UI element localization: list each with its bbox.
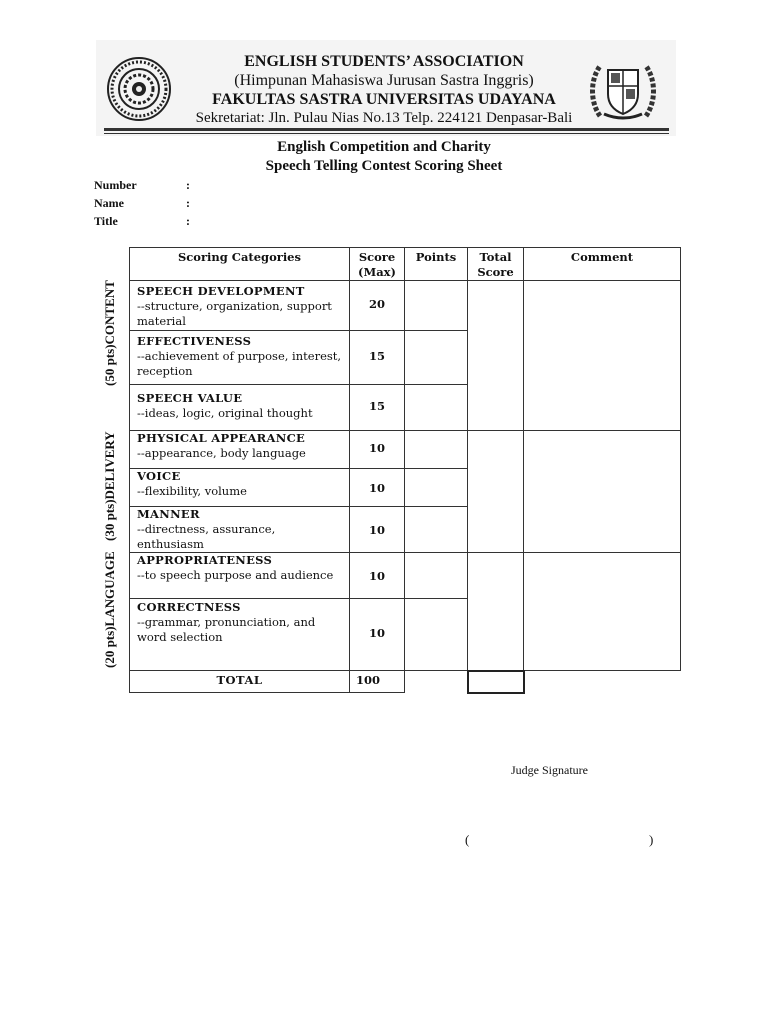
university-seal-icon xyxy=(106,56,172,122)
header-comment: Comment xyxy=(524,248,681,281)
category-desc: --achievement of purpose, interest, reception xyxy=(137,349,342,378)
category-desc: --ideas, logic, original thought xyxy=(137,406,313,420)
points-cell[interactable] xyxy=(405,507,468,553)
max-score: 15 xyxy=(368,349,385,363)
field-number-label: Number xyxy=(94,178,137,192)
max-score: 10 xyxy=(368,441,385,455)
signature-open-paren: ( xyxy=(465,832,470,847)
category-cell xyxy=(130,431,350,469)
table-header-row xyxy=(130,248,681,281)
header-scoring-categories: Scoring Categories xyxy=(130,248,350,281)
max-score-cell xyxy=(350,469,405,507)
comment-cell-content[interactable] xyxy=(524,281,681,431)
signature-close-paren: ) xyxy=(649,832,654,847)
points-cell[interactable] xyxy=(405,385,468,431)
header-total-l1: Total xyxy=(479,250,512,264)
category-cell xyxy=(130,385,350,431)
category-cell xyxy=(130,331,350,385)
category-title: EFFECTIVENESS xyxy=(137,334,252,348)
association-crest-icon xyxy=(586,54,660,128)
max-score: 10 xyxy=(368,523,385,537)
category-desc: --structure, organization, support material xyxy=(137,299,332,328)
address: Sekretariat: Jln. Pulau Nias No.13 Telp. 224121 Denpasar-Bali xyxy=(195,110,573,126)
max-score-cell xyxy=(350,331,405,385)
total-row xyxy=(130,671,681,693)
points-cell[interactable] xyxy=(405,331,468,385)
points-cell[interactable] xyxy=(405,431,468,469)
table-row xyxy=(130,553,681,599)
total-max-value: 100 xyxy=(350,671,405,693)
header-points: Points xyxy=(405,248,468,281)
max-score-cell xyxy=(350,507,405,553)
category-desc: --appearance, body language xyxy=(137,446,306,460)
group-label-delivery: (30 pts)DELIVERY xyxy=(102,431,117,541)
comment-cell-delivery[interactable] xyxy=(524,431,681,553)
category-title: MANNER xyxy=(137,507,200,521)
category-desc: --directness, assurance, enthusiasm xyxy=(137,522,276,551)
header-score-max xyxy=(350,248,405,281)
points-cell[interactable] xyxy=(405,553,468,599)
category-cell xyxy=(130,553,350,599)
field-title-label: Title xyxy=(94,214,118,228)
field-name-sep: : xyxy=(186,196,190,210)
letterhead-rule-thick xyxy=(104,128,669,131)
header-total-score xyxy=(468,248,524,281)
letterhead-text xyxy=(184,52,584,128)
max-score-cell xyxy=(350,431,405,469)
max-score: 10 xyxy=(368,569,385,583)
max-score-cell xyxy=(350,553,405,599)
max-score: 10 xyxy=(368,626,385,640)
total-comment-blank xyxy=(524,671,681,693)
org-name-local: (Himpunan Mahasiswa Jurusan Sastra Inggris) xyxy=(234,72,534,89)
table-row xyxy=(130,431,681,469)
category-title: APPROPRIATENESS xyxy=(137,553,273,567)
total-label: TOTAL xyxy=(130,671,350,693)
sheet-title: Speech Telling Contest Scoring Sheet xyxy=(265,158,503,174)
category-cell xyxy=(130,507,350,553)
field-number xyxy=(94,178,190,193)
max-score: 10 xyxy=(368,481,385,495)
max-score-cell xyxy=(350,599,405,671)
category-cell xyxy=(130,469,350,507)
category-title: VOICE xyxy=(137,469,181,483)
field-number-sep: : xyxy=(186,178,190,192)
faculty-name: FAKULTAS SASTRA UNIVERSITAS UDAYANA xyxy=(212,91,556,108)
category-desc: --flexibility, volume xyxy=(137,484,247,498)
letterhead xyxy=(96,40,676,136)
org-name: ENGLISH STUDENTS’ ASSOCIATION xyxy=(244,53,524,70)
group-label-language: (20 pts)LANGUAGE xyxy=(102,551,117,668)
field-name xyxy=(94,196,190,211)
category-title: SPEECH DEVELOPMENT xyxy=(137,284,305,298)
header-total-l2: Score xyxy=(477,265,514,279)
category-title: CORRECTNESS xyxy=(137,600,241,614)
max-score-cell xyxy=(350,385,405,431)
category-desc: --grammar, pronunciation, and word selection xyxy=(137,615,316,644)
event-title: English Competition and Charity xyxy=(277,139,491,155)
total-points-blank xyxy=(405,671,468,693)
grand-total-box[interactable] xyxy=(468,671,524,693)
category-cell xyxy=(130,281,350,331)
field-title-sep: : xyxy=(186,214,190,228)
header-score-l1: Score xyxy=(358,250,396,264)
scoring-table xyxy=(129,247,681,694)
max-score-cell xyxy=(350,281,405,331)
category-title: SPEECH VALUE xyxy=(137,391,243,405)
header-score-l2: (Max) xyxy=(358,265,396,279)
max-score: 15 xyxy=(368,399,385,413)
points-cell[interactable] xyxy=(405,281,468,331)
letterhead-rule-thin xyxy=(104,133,669,134)
category-desc: --to speech purpose and audience xyxy=(137,568,334,582)
group-label-content: (50 pts)CONTENT xyxy=(102,280,117,386)
total-score-cell-delivery[interactable] xyxy=(468,431,524,553)
max-score: 20 xyxy=(368,297,385,311)
total-score-cell-language[interactable] xyxy=(468,553,524,671)
field-name-label: Name xyxy=(94,196,124,210)
comment-cell-language[interactable] xyxy=(524,553,681,671)
points-cell[interactable] xyxy=(405,599,468,671)
category-title: PHYSICAL APPEARANCE xyxy=(137,431,306,445)
field-title xyxy=(94,214,190,229)
total-score-cell-content[interactable] xyxy=(468,281,524,431)
points-cell[interactable] xyxy=(405,469,468,507)
judge-signature-label: Judge Signature xyxy=(511,763,588,777)
category-cell xyxy=(130,599,350,671)
table-row xyxy=(130,281,681,331)
